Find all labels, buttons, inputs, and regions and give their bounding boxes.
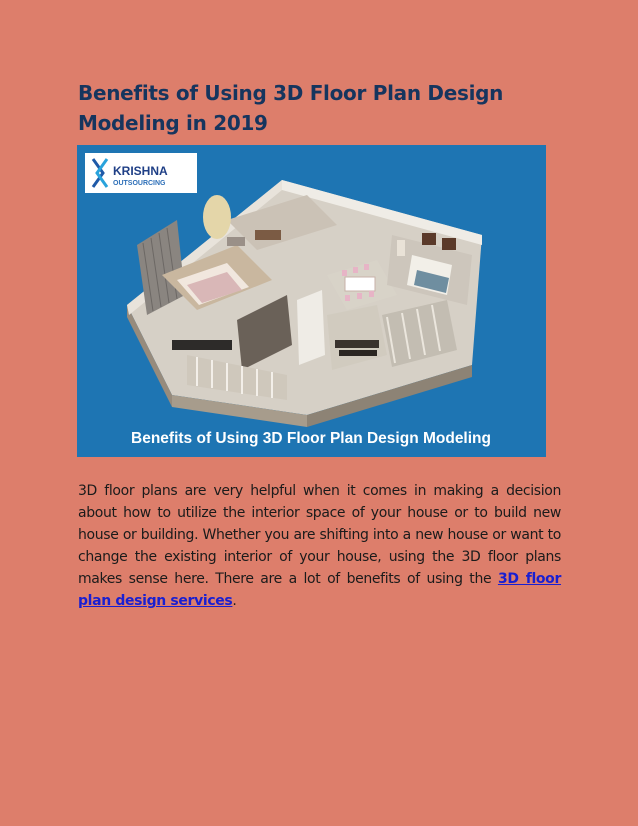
logo-outsourcing-text: OUTSOURCING — [113, 180, 166, 187]
krishna-outsourcing-logo — [85, 153, 197, 193]
paragraph-end-punct: . — [232, 593, 237, 609]
title-line-1: Benefits of Using 3D Floor Plan Design — [78, 81, 504, 105]
hero-caption: Benefits of Using 3D Floor Plan Design Modeling — [131, 430, 491, 447]
logo-krishna-text: KRISHNA — [113, 164, 168, 178]
intro-paragraph — [78, 480, 561, 612]
page-title — [78, 78, 518, 138]
title-line-2: Modeling in 2019 — [78, 111, 268, 135]
floor-plan-services-link[interactable]: 3D floor plan design services — [78, 571, 561, 609]
paragraph-text: 3D floor plans are very helpful when it comes in making a decision about how to utilize the interior space of your house or to build new house or building. Whether you are shifting into a new house or want to change the existing interior of your house, using the 3D floor plans makes sense here. There are a lot of benefits of using the — [78, 483, 561, 587]
hero-image-floor-plan — [77, 145, 546, 457]
floor-plan-illustration — [77, 145, 546, 457]
